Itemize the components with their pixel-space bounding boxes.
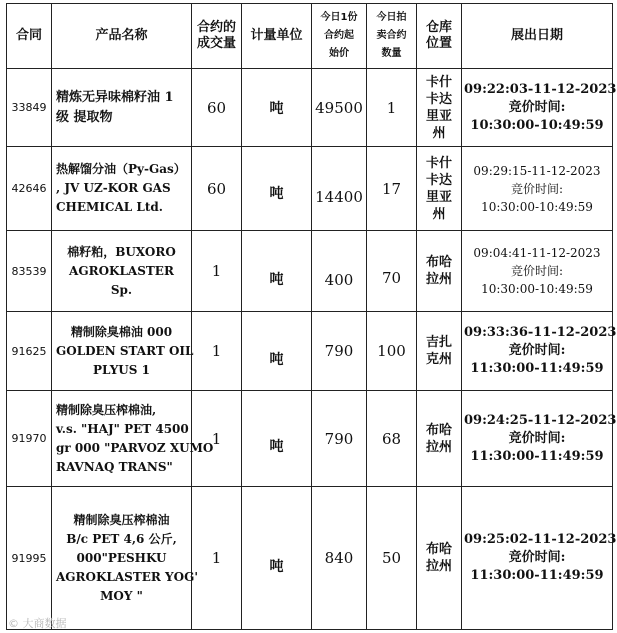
show-date-line: 09:29:15-11-12-2023: [473, 163, 601, 178]
product-name-line: B/c PET 4,6 公斤,: [66, 531, 177, 546]
contract-id: 33849: [7, 69, 52, 147]
header-warehouse: [417, 4, 462, 69]
contract-id: 83539: [7, 231, 52, 312]
show-date-line: 11:30:00-11:49:59: [470, 361, 604, 376]
warehouse-line: 布哈: [425, 422, 452, 438]
show-date-line: 09:24:25-11-12-2023: [464, 412, 617, 428]
show-date-line: 09:33:36-11-12-2023: [464, 325, 617, 340]
start-price: 49500: [312, 69, 367, 147]
table-row: [7, 487, 613, 630]
product-name: [52, 231, 192, 312]
header-contract: 合同: [7, 4, 52, 69]
header-product: 产品名称: [52, 4, 192, 69]
show-date-line: 竞价时间:: [508, 343, 566, 358]
warehouse-line: 拉州: [425, 559, 452, 574]
show-date-line: 10:30:00-10:49:59: [470, 117, 604, 133]
header-price-line: 始价: [329, 48, 349, 59]
product-name-line: v.s. "HAJ" PET 4500: [56, 421, 189, 436]
product-name: [52, 147, 192, 231]
table-row: [7, 312, 613, 391]
warehouse-line: 里亚: [425, 189, 452, 205]
table-row: [7, 391, 613, 487]
warehouse-line: 吉扎: [425, 335, 452, 350]
product-name-line: AGROKLASTER: [69, 263, 174, 278]
product-name-line: 棉籽粕，BUXORO: [67, 244, 176, 259]
warehouse: [417, 147, 462, 231]
warehouse: [417, 391, 462, 487]
sold-count: 68: [367, 391, 417, 487]
product-name-line: 000"PESHKU: [76, 550, 167, 565]
show-date-line: 11:30:00-11:49:59: [470, 448, 604, 464]
table-row: [7, 231, 613, 312]
unit: 吨: [242, 147, 312, 231]
warehouse-line: 克州: [425, 352, 452, 367]
warehouse-line: 州: [432, 206, 446, 222]
unit: 吨: [242, 69, 312, 147]
product-name-line: AGROKLASTER YOG': [56, 569, 198, 584]
warehouse-line: 布哈: [425, 542, 452, 557]
header-price-line: 今日1份: [320, 12, 358, 23]
header-start-price: [312, 4, 367, 69]
product-name: [52, 312, 192, 391]
warehouse-line: 布哈: [425, 255, 452, 270]
product-name-line: 热解馏分油（Py-Gas）: [56, 162, 186, 176]
warehouse-line: 州: [432, 125, 446, 141]
show-date-line: 竞价时间:: [508, 430, 566, 446]
product-name-line: 精制除臭压榨棉油,: [56, 402, 157, 417]
show-date-line: 09:04:41-11-12-2023: [473, 246, 601, 260]
warehouse: [417, 487, 462, 630]
start-price: 790: [312, 312, 367, 391]
product-name-line: CHEMICAL Ltd.: [56, 200, 163, 214]
warehouse-line: 卡达: [425, 91, 452, 107]
unit: 吨: [242, 391, 312, 487]
unit: 吨: [242, 231, 312, 312]
header-unit: 计量单位: [242, 4, 312, 69]
header-volume-line: 成交量: [196, 36, 236, 51]
header-warehouse-line: 仓库: [425, 20, 452, 35]
watermark: © 大商数据: [8, 617, 67, 630]
table-row: [7, 69, 613, 147]
show-date: [462, 391, 617, 487]
show-date-line: 09:22:03-11-12-2023: [464, 81, 617, 97]
product-name-line: MOY ": [100, 588, 143, 603]
volume: 60: [192, 147, 242, 231]
show-date-line: 09:25:02-11-12-2023: [464, 532, 617, 547]
header-sold-count: [367, 4, 417, 69]
header-volume-line: 合约的: [196, 20, 236, 35]
show-date-line: 竞价时间:: [510, 181, 564, 196]
sold-count: 1: [367, 69, 417, 147]
volume: 1: [192, 231, 242, 312]
volume: 60: [192, 69, 242, 147]
header-volume: [192, 4, 242, 69]
start-price: 14400: [312, 147, 367, 231]
show-date-line: 10:30:00-10:49:59: [481, 199, 593, 214]
product-name-line: Sp.: [110, 282, 133, 297]
sold-count: 100: [367, 312, 417, 391]
header-row: [7, 4, 613, 69]
warehouse-line: 卡什: [425, 155, 452, 171]
header-show-date: 展出日期: [462, 4, 613, 69]
product-name-line: GOLDEN START OIL: [56, 343, 194, 358]
warehouse-line: 拉州: [425, 272, 452, 287]
warehouse: [417, 69, 462, 147]
header-count-line: 数量: [381, 48, 402, 59]
warehouse: [417, 312, 462, 391]
header-count-line: 今日拍: [376, 12, 407, 23]
start-price: 400: [312, 231, 367, 312]
product-name-line: 精制除臭棉油 000: [70, 324, 173, 339]
header-count-line: 卖合约: [376, 30, 407, 41]
show-date: [462, 69, 617, 147]
volume: 1: [192, 391, 242, 487]
sold-count: 50: [367, 487, 417, 630]
product-name-line: PLYUS 1: [93, 362, 150, 377]
start-price: 840: [312, 487, 367, 630]
unit: 吨: [242, 312, 312, 391]
contract-id: 91625: [7, 312, 52, 391]
show-date-line: 竞价时间:: [508, 99, 566, 115]
contract-id: 91970: [7, 391, 52, 487]
warehouse-line: 拉州: [425, 439, 452, 455]
product-name-line: 精炼无异味棉籽油 1: [56, 89, 174, 105]
show-date-line: 11:30:00-11:49:59: [470, 568, 604, 583]
show-date-line: 竞价时间:: [510, 264, 564, 278]
product-name-line: 精制除臭压榨棉油: [73, 512, 170, 527]
header-price-line: 合约起: [324, 30, 354, 41]
show-date: [462, 487, 617, 630]
warehouse: [417, 231, 462, 312]
show-date-line: 竞价时间:: [508, 550, 566, 565]
volume: 1: [192, 487, 242, 630]
product-name: [52, 487, 198, 630]
show-date: [462, 231, 613, 312]
warehouse-line: 里亚: [425, 108, 452, 124]
product-name-line: 级 提取物: [56, 109, 113, 125]
contract-id: 91995: [7, 487, 52, 630]
sold-count: 17: [367, 147, 417, 231]
table-row: [7, 147, 613, 231]
warehouse-line: 卡达: [425, 172, 452, 188]
product-name-line: , JV UZ-KOR GAS: [56, 181, 171, 195]
show-date: [462, 147, 613, 231]
auction-table: [6, 3, 617, 630]
show-date-line: 10:30:00-10:49:59: [481, 282, 593, 296]
product-name: [52, 391, 214, 487]
sold-count: 70: [367, 231, 417, 312]
product-name-line: RAVNAQ TRANS": [56, 459, 173, 474]
warehouse-line: 卡什: [425, 74, 452, 90]
volume: 1: [192, 312, 242, 391]
show-date: [462, 312, 617, 391]
product-name: [52, 69, 192, 147]
unit: 吨: [242, 487, 312, 630]
header-warehouse-line: 位置: [425, 36, 452, 51]
product-name-line: gr 000 "PARVOZ XUMO: [56, 440, 214, 455]
start-price: 790: [312, 391, 367, 487]
contract-id: 42646: [7, 147, 52, 231]
